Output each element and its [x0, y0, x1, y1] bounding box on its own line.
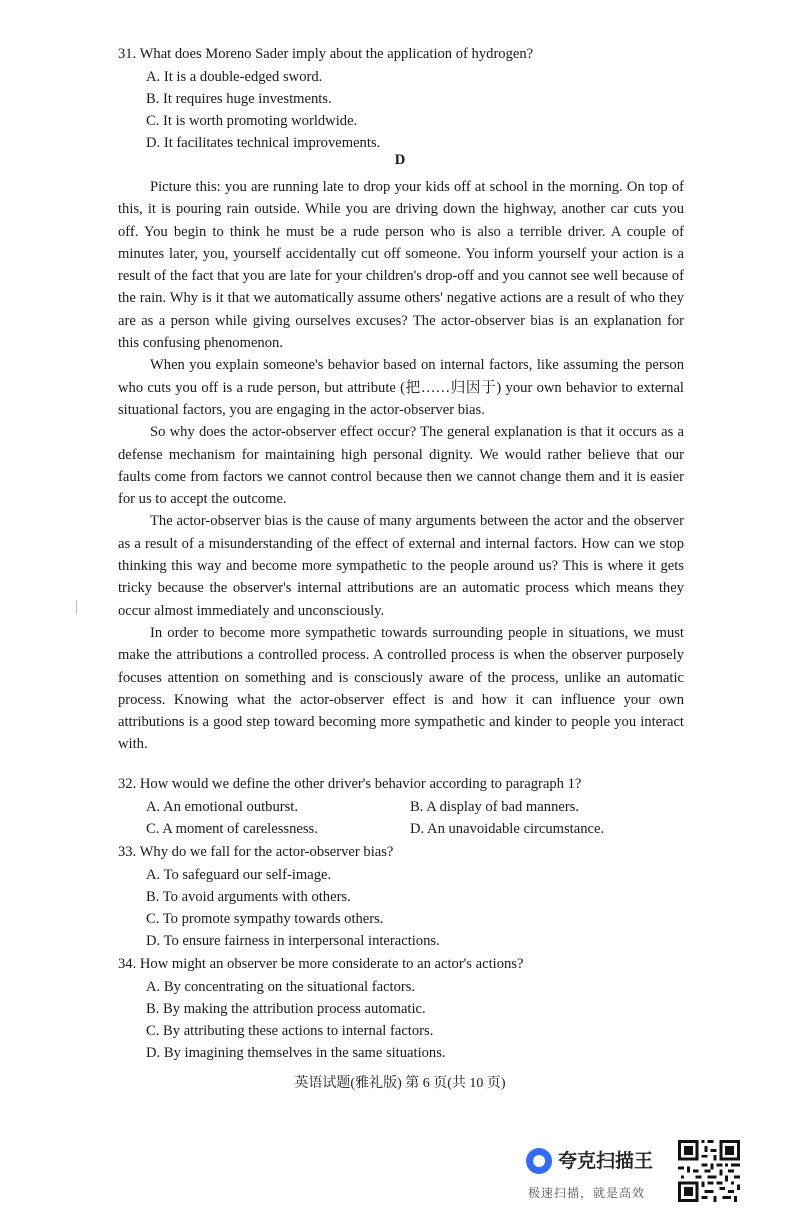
question-33-option-b: B. To avoid arguments with others. — [146, 889, 351, 905]
passage-paragraph-5: In order to become more sympathetic towards surrounding people in situations, we must make the attributions a controlled process. A controlled process is when the observer purposely focuses attention on something and is consciously aware of the process, unlike an automatic process. Knowing what the actor-observer effect is and how it can influence your own attributions is a good step toward becoming more sympathetic and kinder to people you interact with. — [118, 624, 684, 753]
passage-paragraph-3: So why does the actor-observer effect occur? The general explanation is that it occurs as a defense mechanism for maintaining high personal dignity. We would rather believe that our faults come from factors we cannot control because then we cannot change them and it is easier for us to accept the outcome. — [118, 424, 684, 508]
passage-paragraph-4: The actor-observer bias is the cause of many arguments between the actor and the observer as a result of a misunderstanding of the effect of external and internal factors. How can we stop thinking this way and become more sympathetic to the people around us? This is where it gets tricky because the observer's internal attributions are an automatic process which means they occur almost immediately and unconsciously. — [118, 513, 684, 619]
question-31-stem: 31. What does Moreno Sader imply about the application of hydrogen? — [118, 46, 534, 62]
question-32-stem: 32. How would we define the other driver's behavior according to paragraph 1? — [118, 776, 582, 792]
qr-code-icon — [678, 1140, 740, 1202]
scanner-watermark — [526, 1138, 676, 1208]
watermark-title: 夸克扫描王 — [558, 1150, 654, 1172]
section-label: D — [394, 152, 406, 168]
question-34-option-b: B. By making the attribution process automatic. — [146, 1001, 426, 1017]
question-33-option-d: D. To ensure fairness in interpersonal interactions. — [146, 933, 440, 949]
question-31-option-b: B. It requires huge investments. — [146, 91, 332, 107]
reading-passage — [118, 176, 684, 756]
question-32-option-a: A. An emotional outburst. — [146, 799, 299, 815]
passage-paragraph-1: Picture this: you are running late to drop your kids off at school in the morning. On top of this, it is pouring rain outside. While you are driving down the highway, another car cuts you off. You begin to think he must be a rude person who is also a terrible driver. A couple of minutes later, you, yourself accidentally cut off someone. You inform yourself your action is a result of the fact that you are late for your children's drop-off and you cannot see well because of the rain. Why is it that we automatically assume others' negative actions are a result of who they are as a person while giving ourselves excuses? The actor-observer bias is an explanation for this confusing phenomenon. — [118, 179, 684, 352]
question-34-option-a: A. By concentrating on the situational factors. — [146, 979, 416, 995]
page-footer: 英语试题(雅礼版) 第 6 页(共 10 页) — [294, 1076, 506, 1091]
question-32-option-c: C. A moment of carelessness. — [146, 821, 318, 837]
question-32-option-b: B. A display of bad manners. — [410, 799, 580, 815]
passage-paragraph-2: When you explain someone's behavior based on internal factors, like assuming the person who cuts you off is a rude person, but attribute (把……归因于) your own behavior to external situational factors, you are engaging in the actor-observer bias. — [118, 357, 684, 418]
question-31-option-d: D. It facilitates technical improvements. — [146, 135, 381, 151]
margin-mark — [76, 600, 77, 614]
scanner-logo-icon — [526, 1148, 552, 1174]
question-32-option-d: D. An unavoidable circumstance. — [410, 821, 605, 837]
question-34-stem: 34. How might an observer be more considerate to an actor's actions? — [118, 956, 524, 972]
question-31-option-c: C. It is worth promoting worldwide. — [146, 113, 358, 129]
question-33-option-c: C. To promote sympathy towards others. — [146, 911, 384, 927]
question-34-option-c: C. By attributing these actions to internal factors. — [146, 1023, 434, 1039]
question-33-option-a: A. To safeguard our self-image. — [146, 867, 332, 883]
question-34-option-d: D. By imagining themselves in the same situations. — [146, 1045, 446, 1061]
question-31-option-a: A. It is a double-edged sword. — [146, 69, 323, 85]
question-33-stem: 33. Why do we fall for the actor-observer bias? — [118, 844, 394, 860]
watermark-subtitle: 极速扫描，就是高效 — [528, 1186, 646, 1200]
